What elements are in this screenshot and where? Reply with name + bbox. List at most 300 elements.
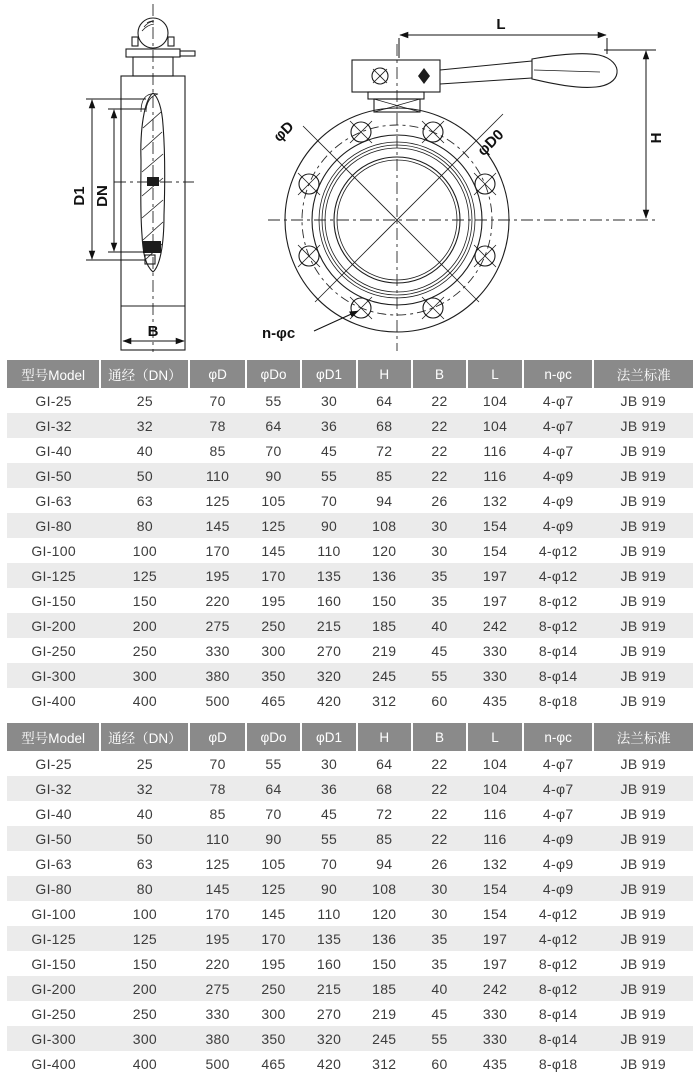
table-cell: 160 bbox=[316, 955, 342, 972]
spec-table-section-1 bbox=[0, 360, 700, 713]
table-cell: 4-φ9 bbox=[542, 517, 574, 534]
model-cell: GI-80 bbox=[35, 880, 72, 897]
table-cell: 125 bbox=[205, 492, 230, 509]
table-cell: 4-φ7 bbox=[542, 805, 574, 822]
disc-hatch bbox=[143, 112, 161, 128]
table-cell: 125 bbox=[261, 880, 286, 897]
table-cell: 4-φ7 bbox=[542, 417, 574, 434]
table-cell: 110 bbox=[317, 542, 341, 559]
table-cell: 22 bbox=[431, 780, 448, 797]
table-cell: 250 bbox=[261, 617, 286, 634]
b-dim-label: B bbox=[147, 323, 159, 340]
table-cell: 40 bbox=[136, 805, 153, 822]
model-cell: GI-50 bbox=[35, 830, 72, 847]
table-cell: 145 bbox=[205, 517, 230, 534]
table-row bbox=[7, 463, 693, 488]
table-cell: 55 bbox=[320, 830, 338, 847]
bolt-hole bbox=[350, 297, 372, 319]
table-cell: 90 bbox=[265, 467, 282, 484]
model-cell: GI-63 bbox=[35, 492, 72, 509]
table-cell: 160 bbox=[316, 592, 342, 609]
bolt-hole bbox=[422, 121, 444, 143]
table-cell: 435 bbox=[482, 692, 508, 709]
table-cell: 22 bbox=[431, 417, 448, 434]
table-cell: 8-φ12 bbox=[538, 980, 578, 997]
table-cell: 26 bbox=[431, 492, 448, 509]
phi-d-label: φD bbox=[270, 118, 298, 146]
table-cell: 35 bbox=[431, 567, 448, 584]
table-cell: 380 bbox=[205, 667, 230, 684]
table-cell: 219 bbox=[372, 642, 397, 659]
table-cell: 8-φ14 bbox=[538, 1030, 578, 1047]
table-cell: 50 bbox=[136, 467, 153, 484]
table-cell: 72 bbox=[376, 442, 393, 459]
table-cell: 330 bbox=[205, 642, 230, 659]
table-cell: 4-φ7 bbox=[542, 780, 574, 797]
bracket-step bbox=[368, 92, 424, 99]
table-cell: 330 bbox=[482, 1030, 508, 1047]
table-row bbox=[7, 876, 693, 901]
table-cell: 4-φ9 bbox=[542, 855, 574, 872]
column-header: L bbox=[467, 360, 523, 388]
table-cell: 8-φ18 bbox=[538, 1055, 578, 1072]
table-cell: 108 bbox=[372, 880, 397, 897]
knob-tab-right bbox=[168, 37, 174, 46]
table-cell: JB 919 bbox=[620, 567, 666, 584]
phi-d-leader-line bbox=[303, 126, 479, 302]
table-cell: 100 bbox=[132, 905, 157, 922]
l-dim-label: L bbox=[496, 16, 506, 33]
spec-table-2 bbox=[7, 723, 693, 1076]
table-cell: 250 bbox=[132, 1005, 157, 1022]
table-cell: 220 bbox=[205, 592, 230, 609]
table-cell: 4-φ12 bbox=[538, 930, 578, 947]
table-row bbox=[7, 776, 693, 801]
handle-assembly bbox=[352, 16, 665, 218]
table-cell: 4-φ7 bbox=[542, 442, 574, 459]
table-cell: 60 bbox=[431, 1055, 448, 1072]
n-phi-c-label: n-φc bbox=[262, 325, 296, 342]
table-row bbox=[7, 951, 693, 976]
column-header: n-φc bbox=[523, 723, 594, 751]
table-cell: 330 bbox=[482, 1005, 508, 1022]
table-cell: 100 bbox=[132, 542, 157, 559]
table-cell: 154 bbox=[482, 905, 508, 922]
spec-table-section-2 bbox=[0, 723, 700, 1076]
valve-technical-drawing bbox=[0, 0, 700, 360]
table-cell: 55 bbox=[265, 755, 282, 772]
table-cell: 312 bbox=[372, 692, 397, 709]
table-cell: JB 919 bbox=[620, 880, 666, 897]
table-cell: 420 bbox=[316, 1055, 342, 1072]
table-cell: 170 bbox=[205, 905, 230, 922]
table-cell: JB 919 bbox=[620, 467, 666, 484]
table-row bbox=[7, 901, 693, 926]
table-cell: 150 bbox=[132, 592, 157, 609]
table-cell: JB 919 bbox=[620, 667, 666, 684]
model-cell: GI-150 bbox=[31, 592, 76, 609]
table-row bbox=[7, 488, 693, 513]
table-row bbox=[7, 826, 693, 851]
disc-lower-hub bbox=[143, 241, 161, 253]
table-cell: 170 bbox=[261, 567, 286, 584]
spec-table-1 bbox=[7, 360, 693, 713]
table-cell: 64 bbox=[376, 392, 393, 409]
table-row bbox=[7, 688, 693, 713]
model-cell: GI-80 bbox=[35, 517, 72, 534]
model-cell: GI-400 bbox=[31, 1055, 76, 1072]
table-cell: 30 bbox=[431, 880, 448, 897]
model-cell: GI-125 bbox=[31, 930, 76, 947]
table-cell: 63 bbox=[136, 855, 153, 872]
table-cell: 136 bbox=[372, 930, 397, 947]
table-row bbox=[7, 388, 693, 413]
column-header: φD1 bbox=[301, 723, 357, 751]
column-header: H bbox=[357, 723, 412, 751]
table-cell: 275 bbox=[205, 980, 230, 997]
model-cell: GI-200 bbox=[31, 617, 76, 634]
table-cell: 64 bbox=[265, 417, 282, 434]
table-cell: 110 bbox=[317, 905, 341, 922]
table-cell: 104 bbox=[482, 755, 508, 772]
table-cell: 40 bbox=[431, 617, 448, 634]
phi-d0-label: φD0 bbox=[474, 126, 508, 160]
table-cell: 30 bbox=[320, 392, 338, 409]
table-cell: JB 919 bbox=[620, 830, 666, 847]
column-header: 法兰标准 bbox=[593, 360, 693, 388]
table-cell: 150 bbox=[372, 955, 397, 972]
table-cell: 300 bbox=[261, 1005, 286, 1022]
table-cell: 245 bbox=[372, 1030, 397, 1047]
table-row bbox=[7, 663, 693, 688]
table-cell: 8-φ14 bbox=[538, 667, 578, 684]
table-cell: 4-φ12 bbox=[538, 567, 578, 584]
column-header: φDo bbox=[246, 360, 302, 388]
table-cell: 270 bbox=[316, 1005, 342, 1022]
table-cell: 330 bbox=[205, 1005, 230, 1022]
table-cell: 22 bbox=[431, 830, 448, 847]
table-cell: 104 bbox=[482, 780, 508, 797]
table-cell: 350 bbox=[261, 1030, 286, 1047]
table-row bbox=[7, 801, 693, 826]
table-cell: 45 bbox=[320, 805, 338, 822]
lever-grip-midline bbox=[534, 70, 600, 72]
table-cell: 116 bbox=[483, 805, 507, 822]
table-row bbox=[7, 413, 693, 438]
table-cell: 197 bbox=[482, 930, 508, 947]
h-dim-label: H bbox=[648, 132, 665, 144]
table-cell: 26 bbox=[431, 855, 448, 872]
table-row bbox=[7, 926, 693, 951]
table-cell: JB 919 bbox=[620, 1030, 666, 1047]
table-row bbox=[7, 1001, 693, 1026]
table-cell: 22 bbox=[431, 467, 448, 484]
dn-dim-label: DN bbox=[94, 185, 111, 207]
table-cell: 25 bbox=[136, 755, 153, 772]
table-cell: 4-φ7 bbox=[542, 755, 574, 772]
table-cell: 185 bbox=[372, 617, 397, 634]
table-cell: 242 bbox=[482, 980, 508, 997]
table-cell: 197 bbox=[482, 567, 508, 584]
table-row bbox=[7, 751, 693, 776]
table-row bbox=[7, 438, 693, 463]
table-row bbox=[7, 588, 693, 613]
table-cell: 55 bbox=[265, 392, 282, 409]
table-cell: 220 bbox=[205, 955, 230, 972]
table-cell: 63 bbox=[136, 492, 153, 509]
bolt-hole bbox=[298, 173, 320, 195]
table-cell: 94 bbox=[376, 855, 393, 872]
table-row bbox=[7, 1026, 693, 1051]
table-row bbox=[7, 1051, 693, 1076]
table-cell: 22 bbox=[431, 392, 448, 409]
table-cell: JB 919 bbox=[620, 492, 666, 509]
table-cell: 8-φ12 bbox=[538, 592, 578, 609]
knob-shine-arc bbox=[142, 24, 154, 31]
table-cell: 312 bbox=[372, 1055, 397, 1072]
table-cell: 32 bbox=[136, 780, 153, 797]
table-cell: 465 bbox=[261, 692, 286, 709]
table-cell: 185 bbox=[372, 980, 397, 997]
header-row bbox=[7, 723, 693, 751]
disc-hatch bbox=[142, 154, 163, 172]
column-header: 型号Model bbox=[7, 723, 100, 751]
table-cell: 154 bbox=[482, 517, 508, 534]
table-cell: 242 bbox=[482, 617, 508, 634]
model-cell: GI-100 bbox=[31, 905, 76, 922]
table-cell: 85 bbox=[209, 805, 226, 822]
d1-dim-label: D1 bbox=[71, 186, 88, 206]
table-cell: 330 bbox=[482, 667, 508, 684]
table-cell: JB 919 bbox=[620, 617, 666, 634]
column-header: φD bbox=[189, 723, 245, 751]
table-cell: JB 919 bbox=[620, 642, 666, 659]
table-cell: 150 bbox=[132, 955, 157, 972]
model-cell: GI-25 bbox=[35, 755, 72, 772]
table-cell: 40 bbox=[136, 442, 153, 459]
table-cell: 90 bbox=[265, 830, 282, 847]
table-cell: 22 bbox=[431, 755, 448, 772]
column-header: B bbox=[412, 723, 468, 751]
column-header: φDo bbox=[246, 723, 302, 751]
model-cell: GI-125 bbox=[31, 567, 76, 584]
table-cell: 120 bbox=[372, 905, 397, 922]
table-cell: 8-φ14 bbox=[538, 642, 578, 659]
table-cell: JB 919 bbox=[620, 930, 666, 947]
table-cell: 195 bbox=[205, 930, 230, 947]
table-cell: 120 bbox=[372, 542, 397, 559]
bolt-hole bbox=[474, 173, 496, 195]
disc-hatch bbox=[142, 132, 162, 150]
column-header: n-φc bbox=[523, 360, 594, 388]
table-cell: 85 bbox=[376, 830, 393, 847]
table-cell: 90 bbox=[320, 880, 338, 897]
table-cell: 78 bbox=[209, 417, 226, 434]
table-cell: 30 bbox=[431, 517, 448, 534]
table-cell: 4-φ9 bbox=[542, 880, 574, 897]
table-row bbox=[7, 538, 693, 563]
table-cell: 145 bbox=[261, 542, 286, 559]
table-cell: 110 bbox=[205, 830, 230, 847]
table-cell: 70 bbox=[209, 392, 226, 409]
table-cell: 330 bbox=[482, 642, 508, 659]
model-cell: GI-40 bbox=[35, 805, 72, 822]
table-cell: 80 bbox=[136, 517, 153, 534]
table-cell: 125 bbox=[261, 517, 286, 534]
model-cell: GI-32 bbox=[35, 780, 72, 797]
table-cell: 32 bbox=[136, 417, 153, 434]
lever-bottom-edge bbox=[440, 78, 532, 84]
bracket-diamond-mark bbox=[418, 68, 430, 84]
column-header: H bbox=[357, 360, 412, 388]
knob-tab-left bbox=[132, 37, 138, 46]
table-cell: 8-φ12 bbox=[538, 955, 578, 972]
table-cell: 104 bbox=[482, 417, 508, 434]
table-cell: 45 bbox=[431, 642, 448, 659]
table-cell: 136 bbox=[372, 567, 397, 584]
table-cell: 85 bbox=[209, 442, 226, 459]
table-cell: 8-φ18 bbox=[538, 692, 578, 709]
table-cell: 30 bbox=[320, 755, 338, 772]
table-cell: JB 919 bbox=[620, 517, 666, 534]
table-cell: 4-φ7 bbox=[542, 392, 574, 409]
table-cell: 300 bbox=[261, 642, 286, 659]
table-cell: 60 bbox=[431, 692, 448, 709]
disc-hatch bbox=[142, 200, 163, 218]
drawing-svg bbox=[0, 0, 700, 360]
table-cell: 132 bbox=[482, 855, 508, 872]
table-cell: JB 919 bbox=[620, 692, 666, 709]
table-cell: 145 bbox=[261, 905, 286, 922]
model-cell: GI-300 bbox=[31, 1030, 76, 1047]
table-cell: 45 bbox=[431, 1005, 448, 1022]
column-header: 型号Model bbox=[7, 360, 100, 388]
phi-d0-leader-line bbox=[315, 114, 503, 302]
table-cell: 500 bbox=[205, 692, 230, 709]
table-cell: 68 bbox=[376, 417, 393, 434]
table-cell: 154 bbox=[482, 542, 508, 559]
table-cell: 55 bbox=[431, 1030, 448, 1047]
table-cell: JB 919 bbox=[620, 1005, 666, 1022]
table-cell: 25 bbox=[136, 392, 153, 409]
bolt-hole bbox=[422, 297, 444, 319]
model-cell: GI-200 bbox=[31, 980, 76, 997]
table-cell: JB 919 bbox=[620, 417, 666, 434]
table-cell: 215 bbox=[316, 980, 342, 997]
table-cell: JB 919 bbox=[620, 780, 666, 797]
table-cell: 200 bbox=[132, 980, 157, 997]
table-cell: JB 919 bbox=[620, 805, 666, 822]
table-cell: 4-φ12 bbox=[538, 542, 578, 559]
table-cell: 219 bbox=[372, 1005, 397, 1022]
table-cell: 35 bbox=[431, 930, 448, 947]
table-cell: 105 bbox=[261, 855, 286, 872]
table-cell: 275 bbox=[205, 617, 230, 634]
table-cell: 245 bbox=[372, 667, 397, 684]
table-cell: 110 bbox=[205, 467, 230, 484]
column-header: φD1 bbox=[301, 360, 357, 388]
column-header: φD bbox=[189, 360, 245, 388]
table-cell: 80 bbox=[136, 880, 153, 897]
table-cell: 104 bbox=[482, 392, 508, 409]
model-cell: GI-25 bbox=[35, 392, 72, 409]
model-cell: GI-100 bbox=[31, 542, 76, 559]
table-cell: 94 bbox=[376, 492, 393, 509]
lever-top-edge bbox=[440, 61, 532, 70]
model-cell: GI-300 bbox=[31, 667, 76, 684]
table-cell: 70 bbox=[265, 442, 282, 459]
table-cell: 40 bbox=[431, 980, 448, 997]
table-cell: 132 bbox=[482, 492, 508, 509]
table-cell: 170 bbox=[261, 930, 286, 947]
table-cell: 55 bbox=[431, 667, 448, 684]
table-cell: 45 bbox=[320, 442, 338, 459]
table-cell: 78 bbox=[209, 780, 226, 797]
table-cell: JB 919 bbox=[620, 542, 666, 559]
table-cell: JB 919 bbox=[620, 755, 666, 772]
table-cell: 22 bbox=[431, 442, 448, 459]
table-cell: 300 bbox=[132, 667, 157, 684]
column-header: 通经（DN） bbox=[100, 723, 189, 751]
table-cell: 215 bbox=[316, 617, 342, 634]
table-row bbox=[7, 613, 693, 638]
table-cell: 300 bbox=[132, 1030, 157, 1047]
table-cell: 4-φ9 bbox=[542, 492, 574, 509]
front-view bbox=[262, 44, 656, 351]
table-cell: 197 bbox=[482, 955, 508, 972]
table-cell: 135 bbox=[316, 567, 342, 584]
table-cell: 30 bbox=[431, 905, 448, 922]
table-cell: 68 bbox=[376, 780, 393, 797]
table-cell: 200 bbox=[132, 617, 157, 634]
table-cell: 125 bbox=[132, 567, 157, 584]
table-cell: 116 bbox=[483, 467, 507, 484]
table-cell: 4-φ12 bbox=[538, 905, 578, 922]
table-cell: 195 bbox=[205, 567, 230, 584]
table-cell: 465 bbox=[261, 1055, 286, 1072]
column-header: L bbox=[467, 723, 523, 751]
table-cell: 125 bbox=[132, 930, 157, 947]
table-cell: JB 919 bbox=[620, 955, 666, 972]
table-row bbox=[7, 638, 693, 663]
table-cell: 116 bbox=[483, 830, 507, 847]
table-cell: 320 bbox=[316, 1030, 342, 1047]
table-cell: 420 bbox=[316, 692, 342, 709]
table-cell: JB 919 bbox=[620, 442, 666, 459]
table-cell: 8-φ12 bbox=[538, 617, 578, 634]
table-cell: 70 bbox=[320, 855, 338, 872]
table-cell: 4-φ9 bbox=[542, 830, 574, 847]
table-cell: 64 bbox=[376, 755, 393, 772]
table-cell: 55 bbox=[320, 467, 338, 484]
table-cell: 8-φ14 bbox=[538, 1005, 578, 1022]
table-cell: 400 bbox=[132, 1055, 157, 1072]
model-cell: GI-40 bbox=[35, 442, 72, 459]
side-view bbox=[71, 4, 195, 352]
table-cell: 116 bbox=[483, 442, 507, 459]
table-cell: JB 919 bbox=[620, 980, 666, 997]
table-cell: 170 bbox=[205, 542, 230, 559]
model-cell: GI-150 bbox=[31, 955, 76, 972]
table-gap bbox=[0, 713, 700, 723]
table-cell: 35 bbox=[431, 955, 448, 972]
model-cell: GI-32 bbox=[35, 417, 72, 434]
table-cell: 150 bbox=[372, 592, 397, 609]
table-cell: 145 bbox=[205, 880, 230, 897]
table-cell: 4-φ9 bbox=[542, 467, 574, 484]
collar-tab bbox=[180, 51, 195, 56]
table-cell: JB 919 bbox=[620, 1055, 666, 1072]
